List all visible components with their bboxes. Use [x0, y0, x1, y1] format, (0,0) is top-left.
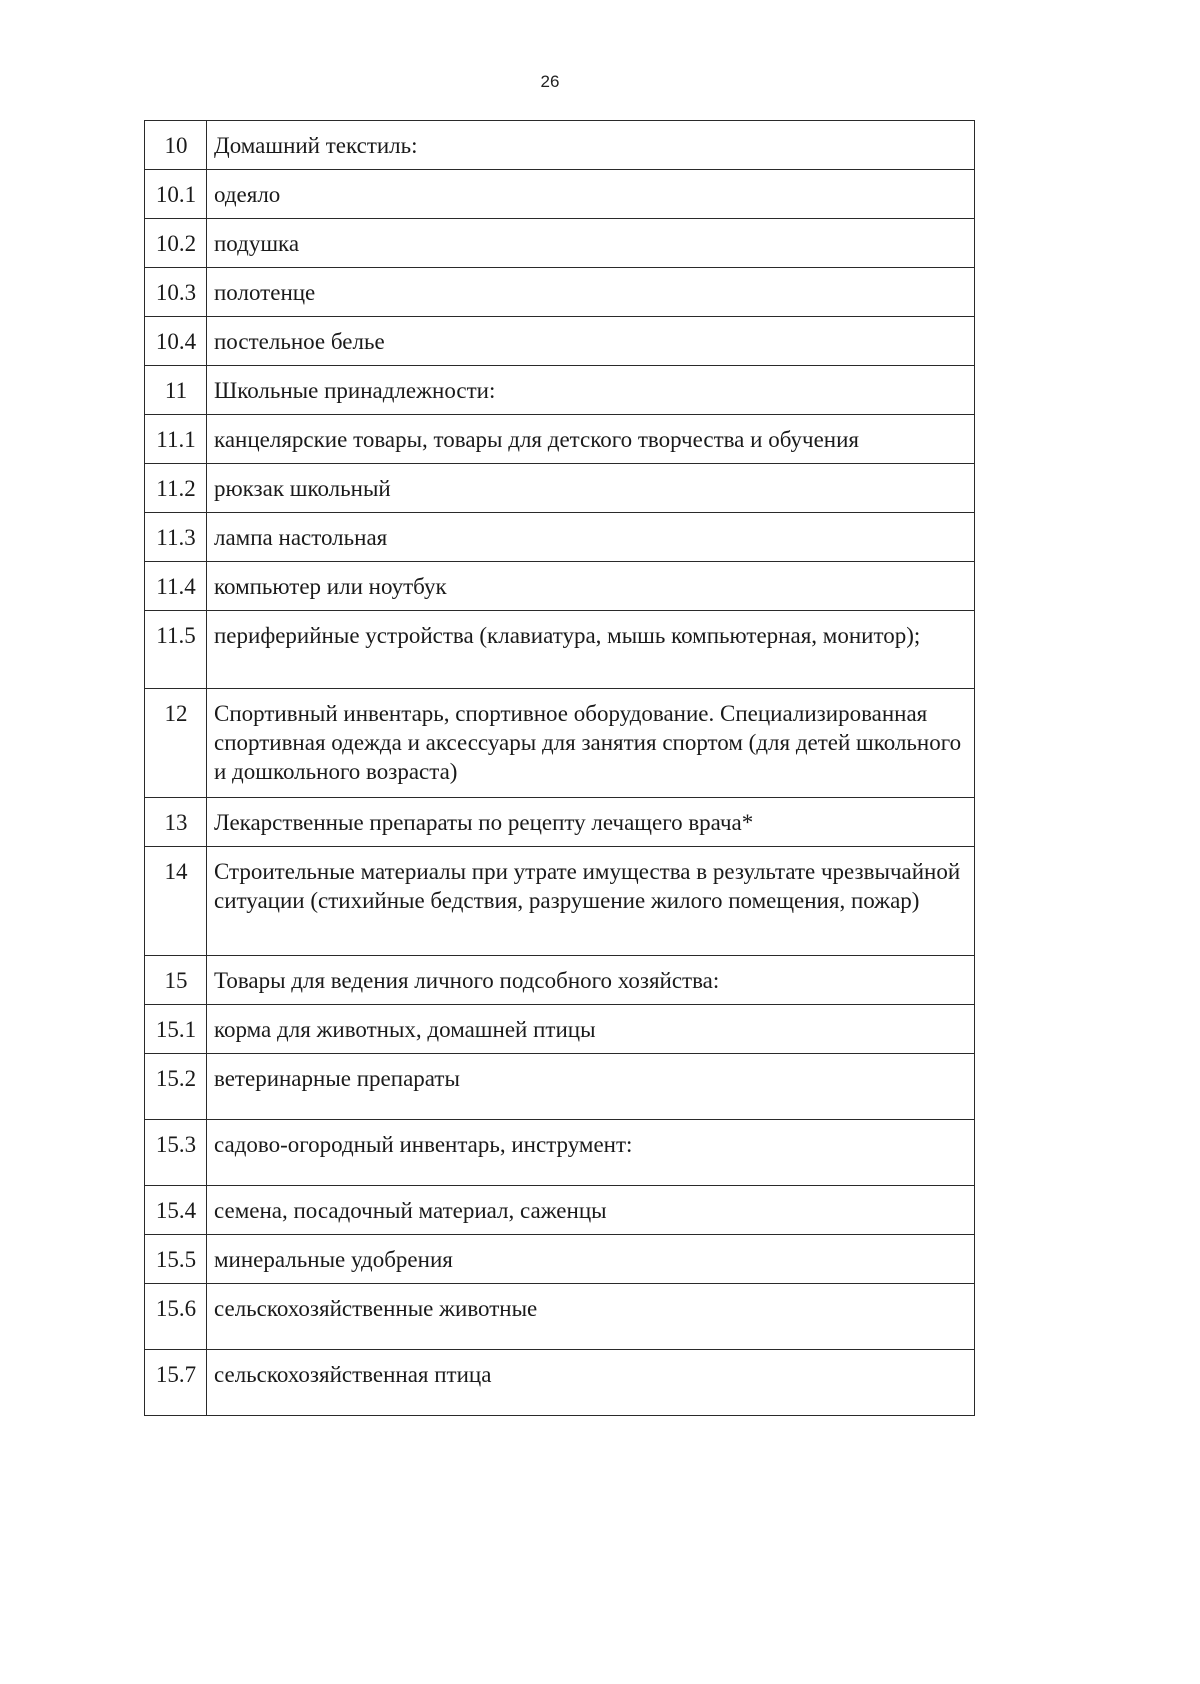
row-number: 10: [145, 121, 207, 170]
goods-table: [144, 120, 975, 1416]
row-text: полотенце: [207, 268, 975, 317]
row-text: рюкзак школьный: [207, 464, 975, 513]
row-text: ветеринарные препараты: [207, 1054, 975, 1120]
row-number: 10.2: [145, 219, 207, 268]
row-number: 15.2: [145, 1054, 207, 1120]
table-row: [145, 1350, 975, 1416]
row-number: 13: [145, 798, 207, 847]
table-row: [145, 513, 975, 562]
row-number: 15.5: [145, 1235, 207, 1284]
row-number: 15.1: [145, 1005, 207, 1054]
table-row: [145, 170, 975, 219]
row-number: 15: [145, 956, 207, 1005]
row-number: 14: [145, 847, 207, 956]
row-text: Спортивный инвентарь, спортивное оборудование. Специализированная спортивная одежда и аксессуары для занятия спортом (для детей школьного и дошкольного возраста): [207, 689, 975, 798]
page-number: 26: [540, 72, 560, 91]
row-number: 10.3: [145, 268, 207, 317]
row-text: канцелярские товары, товары для детского творчества и обучения: [207, 415, 975, 464]
table-row: [145, 847, 975, 956]
row-number: 12: [145, 689, 207, 798]
row-number: 11.5: [145, 611, 207, 689]
row-number: 15.7: [145, 1350, 207, 1416]
table-row: [145, 268, 975, 317]
table-row: [145, 415, 975, 464]
row-text: одеяло: [207, 170, 975, 219]
row-text: Лекарственные препараты по рецепту лечащего врача*: [207, 798, 975, 847]
row-number: 15.4: [145, 1186, 207, 1235]
table-row: [145, 1284, 975, 1350]
table-row: [145, 611, 975, 689]
table-row: [145, 219, 975, 268]
table-row: [145, 1235, 975, 1284]
row-number: 11: [145, 366, 207, 415]
table-row: [145, 317, 975, 366]
row-text: сельскохозяйственная птица: [207, 1350, 975, 1416]
row-text: лампа настольная: [207, 513, 975, 562]
row-text: постельное белье: [207, 317, 975, 366]
table-row: [145, 562, 975, 611]
row-text: периферийные устройства (клавиатура, мышь компьютерная, монитор);: [207, 611, 975, 689]
row-number: 11.2: [145, 464, 207, 513]
row-text: Строительные материалы при утрате имущества в результате чрезвычайной ситуации (стихийные бедствия, разрушение жилого помещения, пожар): [207, 847, 975, 956]
row-text: Домашний текстиль:: [207, 121, 975, 170]
table-row: [145, 1054, 975, 1120]
table-row: [145, 956, 975, 1005]
row-text: Товары для ведения личного подсобного хозяйства:: [207, 956, 975, 1005]
table-row: [145, 366, 975, 415]
table-row: [145, 1186, 975, 1235]
row-text: подушка: [207, 219, 975, 268]
table-row: [145, 121, 975, 170]
table-row: [145, 1005, 975, 1054]
table-row: [145, 464, 975, 513]
row-text: семена, посадочный материал, саженцы: [207, 1186, 975, 1235]
row-number: 15.6: [145, 1284, 207, 1350]
row-number: 11.1: [145, 415, 207, 464]
table-row: [145, 1120, 975, 1186]
row-number: 10.1: [145, 170, 207, 219]
row-text: компьютер или ноутбук: [207, 562, 975, 611]
row-number: 15.3: [145, 1120, 207, 1186]
row-number: 10.4: [145, 317, 207, 366]
table-row: [145, 798, 975, 847]
row-number: 11.4: [145, 562, 207, 611]
row-text: Школьные принадлежности:: [207, 366, 975, 415]
row-text: минеральные удобрения: [207, 1235, 975, 1284]
row-number: 11.3: [145, 513, 207, 562]
row-text: садово-огородный инвентарь, инструмент:: [207, 1120, 975, 1186]
row-text: сельскохозяйственные животные: [207, 1284, 975, 1350]
row-text: корма для животных, домашней птицы: [207, 1005, 975, 1054]
table-row: [145, 689, 975, 798]
